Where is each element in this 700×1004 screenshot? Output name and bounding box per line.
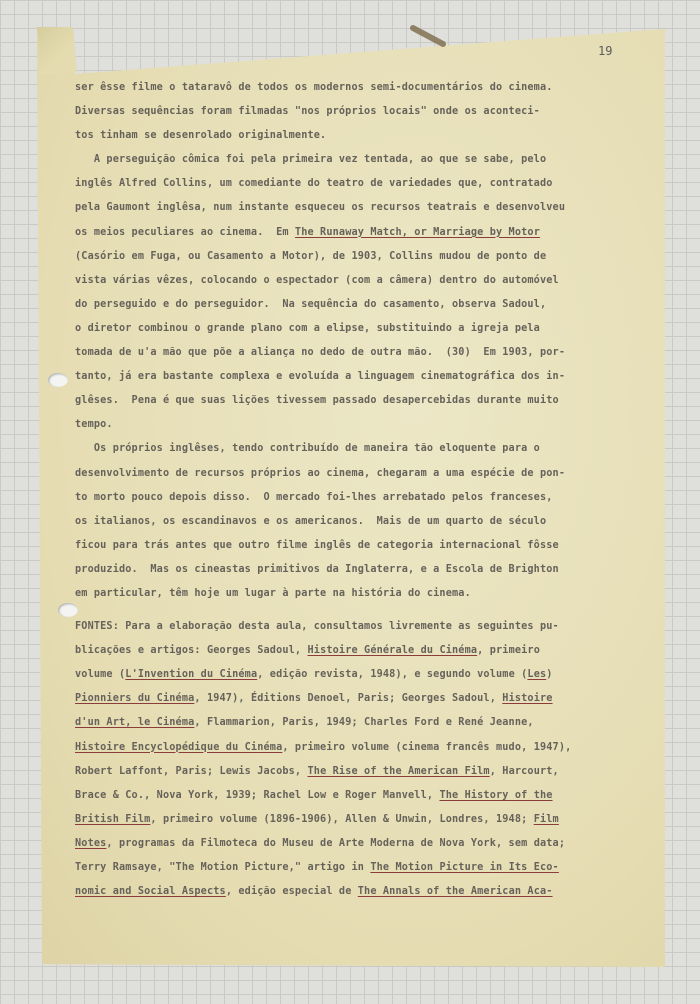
text-line [75, 221, 645, 245]
text-line: do perseguido e do perseguidor. Na sequência do casamento, observa Sadoul, [75, 298, 547, 310]
paper-stain [409, 24, 447, 48]
film-title: The Runaway Match, or Marriage by Motor [294, 226, 540, 238]
text-line [75, 736, 645, 760]
text-line: A perseguição cômica foi pela primeira vez tentada, ao que se sabe, pelo [75, 154, 547, 166]
book-title: nomic and Social Aspects [75, 886, 226, 898]
book-title: d'un Art, le Cinéma [75, 717, 195, 729]
text-line: tanto, já era bastante complexa e evoluída a linguagem cinematográfica dos in- [75, 371, 566, 383]
book-title: The Rise of the American Film [307, 765, 490, 777]
text-line: vista várias vêzes, colocando o espectador (com a câmera) dentro do automóvel [75, 274, 559, 286]
text-line [75, 808, 645, 832]
book-title: Histoire Générale du Cinéma [307, 645, 478, 657]
text-line [75, 856, 645, 880]
text-line: desenvolvimento de recursos próprios ao cinema, chegaram a uma espécie de pon- [75, 467, 566, 479]
text-line [75, 760, 645, 784]
text-fragment: , Harcourt, [489, 765, 559, 777]
text-fragment: Brace & Co., Nova York, 1939; Rachel Low e Roger Manvell, [75, 789, 440, 801]
text-fragment: Robert Laffont, Paris; Lewis Jacobs, [75, 765, 308, 777]
text-line: ficou para trás antes que outro filme inglês de categoria internacional fôsse [75, 539, 559, 551]
text-fragment: , programas da Filmoteca do Museu de Arte Moderna de Nova York, sem data; [106, 837, 566, 849]
text-line: os italianos, os escandinavos e os americanos. Mais de um quarto de século [75, 515, 547, 527]
text-fragment: blicações e artigos: Georges Sadoul, [75, 645, 308, 657]
text-line [75, 663, 645, 687]
text-line: Os próprios inglêses, tendo contribuído de maneira tão eloquente para o [75, 443, 540, 455]
page-number: 19 [598, 44, 613, 58]
text-fragment: os meios peculiares ao cinema. Em [75, 226, 295, 238]
text-fragment: , primeiro volume (1896-1906), Allen & Unwin, Londres, 1948; [150, 813, 534, 825]
book-title: The History of the [439, 789, 553, 801]
text-fragment: , primeiro [477, 645, 540, 657]
text-line: produzido. Mas os cineastas primitivos da Inglaterra, e a Escola de Brighton [75, 563, 559, 575]
text-line: ser êsse filme o tataravô de todos os modernos semi-documentários do cinema. [75, 82, 553, 93]
text-line: tomada de u'a mão que põe a aliança no dedo de outra mão. (30) Em 1903, por- [75, 347, 566, 359]
folded-corner [37, 27, 77, 77]
text-fragment: , 1947), Éditions Denoel, Paris; Georges Sadoul, [194, 693, 503, 705]
sources-heading-line: FONTES: Para a elaboração desta aula, consultamos livremente as seguintes pu- [75, 621, 559, 633]
book-title: Histoire [502, 693, 553, 705]
text-line: tempo. [75, 419, 113, 431]
book-title: The Motion Picture in Its Eco- [370, 862, 559, 873]
text-fragment: ) [546, 669, 553, 681]
text-line: to morto pouco depois disso. O mercado foi-lhes arrebatado pelos franceses, [75, 491, 553, 503]
book-title: Notes [75, 837, 107, 849]
text-line [75, 639, 645, 663]
text-fragment: , edição revista, 1948), e segundo volume ( [257, 669, 528, 681]
text-fragment: , primeiro volume (cinema francês mudo, 1947), [282, 741, 572, 753]
book-title: Film [533, 813, 559, 825]
text-line [75, 832, 645, 856]
text-line: tos tinham se desenrolado originalmente. [75, 130, 327, 142]
punch-hole-top [48, 373, 68, 387]
book-title: Histoire Encyclopédique du Cinéma [75, 741, 283, 753]
book-title: Les [527, 669, 547, 681]
text-fragment: Terry Ramsaye, "The Motion Picture," artigo in [75, 862, 371, 873]
typed-text-body [75, 76, 645, 904]
text-line [75, 711, 645, 735]
text-line [75, 687, 645, 711]
text-line: em particular, têm hoje um lugar à parte na história do cinema. [75, 587, 471, 599]
text-line [75, 784, 645, 808]
text-line: o diretor combinou o grande plano com a elipse, substituindo a igreja pela [75, 322, 540, 334]
text-fragment: , Flammarion, Paris, 1949; Charles Ford e René Jeanne, [194, 717, 534, 729]
text-line: inglês Alfred Collins, um comediante do teatro de variedades que, contratado [75, 178, 553, 190]
text-line [75, 880, 645, 904]
book-title: Pionniers du Cinéma [75, 693, 195, 705]
text-line: glêses. Pena é que suas lições tivessem passado desapercebidas durante muito [75, 395, 559, 407]
text-line: (Casório em Fuga, ou Casamento a Motor), de 1903, Collins mudou de ponto de [75, 250, 547, 262]
text-line: Diversas sequências foram filmadas "nos próprios locais" onde os aconteci- [75, 106, 540, 118]
book-title: The Annals of the American Aca- [357, 886, 553, 898]
text-line: pela Gaumont inglêsa, num instante esqueceu os recursos teatrais e desenvolveu [75, 202, 566, 214]
book-title: L'Invention du Cinéma [125, 669, 258, 681]
text-fragment: volume ( [75, 669, 126, 681]
book-title: British Film [75, 813, 151, 825]
text-fragment: , edição especial de [225, 886, 358, 898]
